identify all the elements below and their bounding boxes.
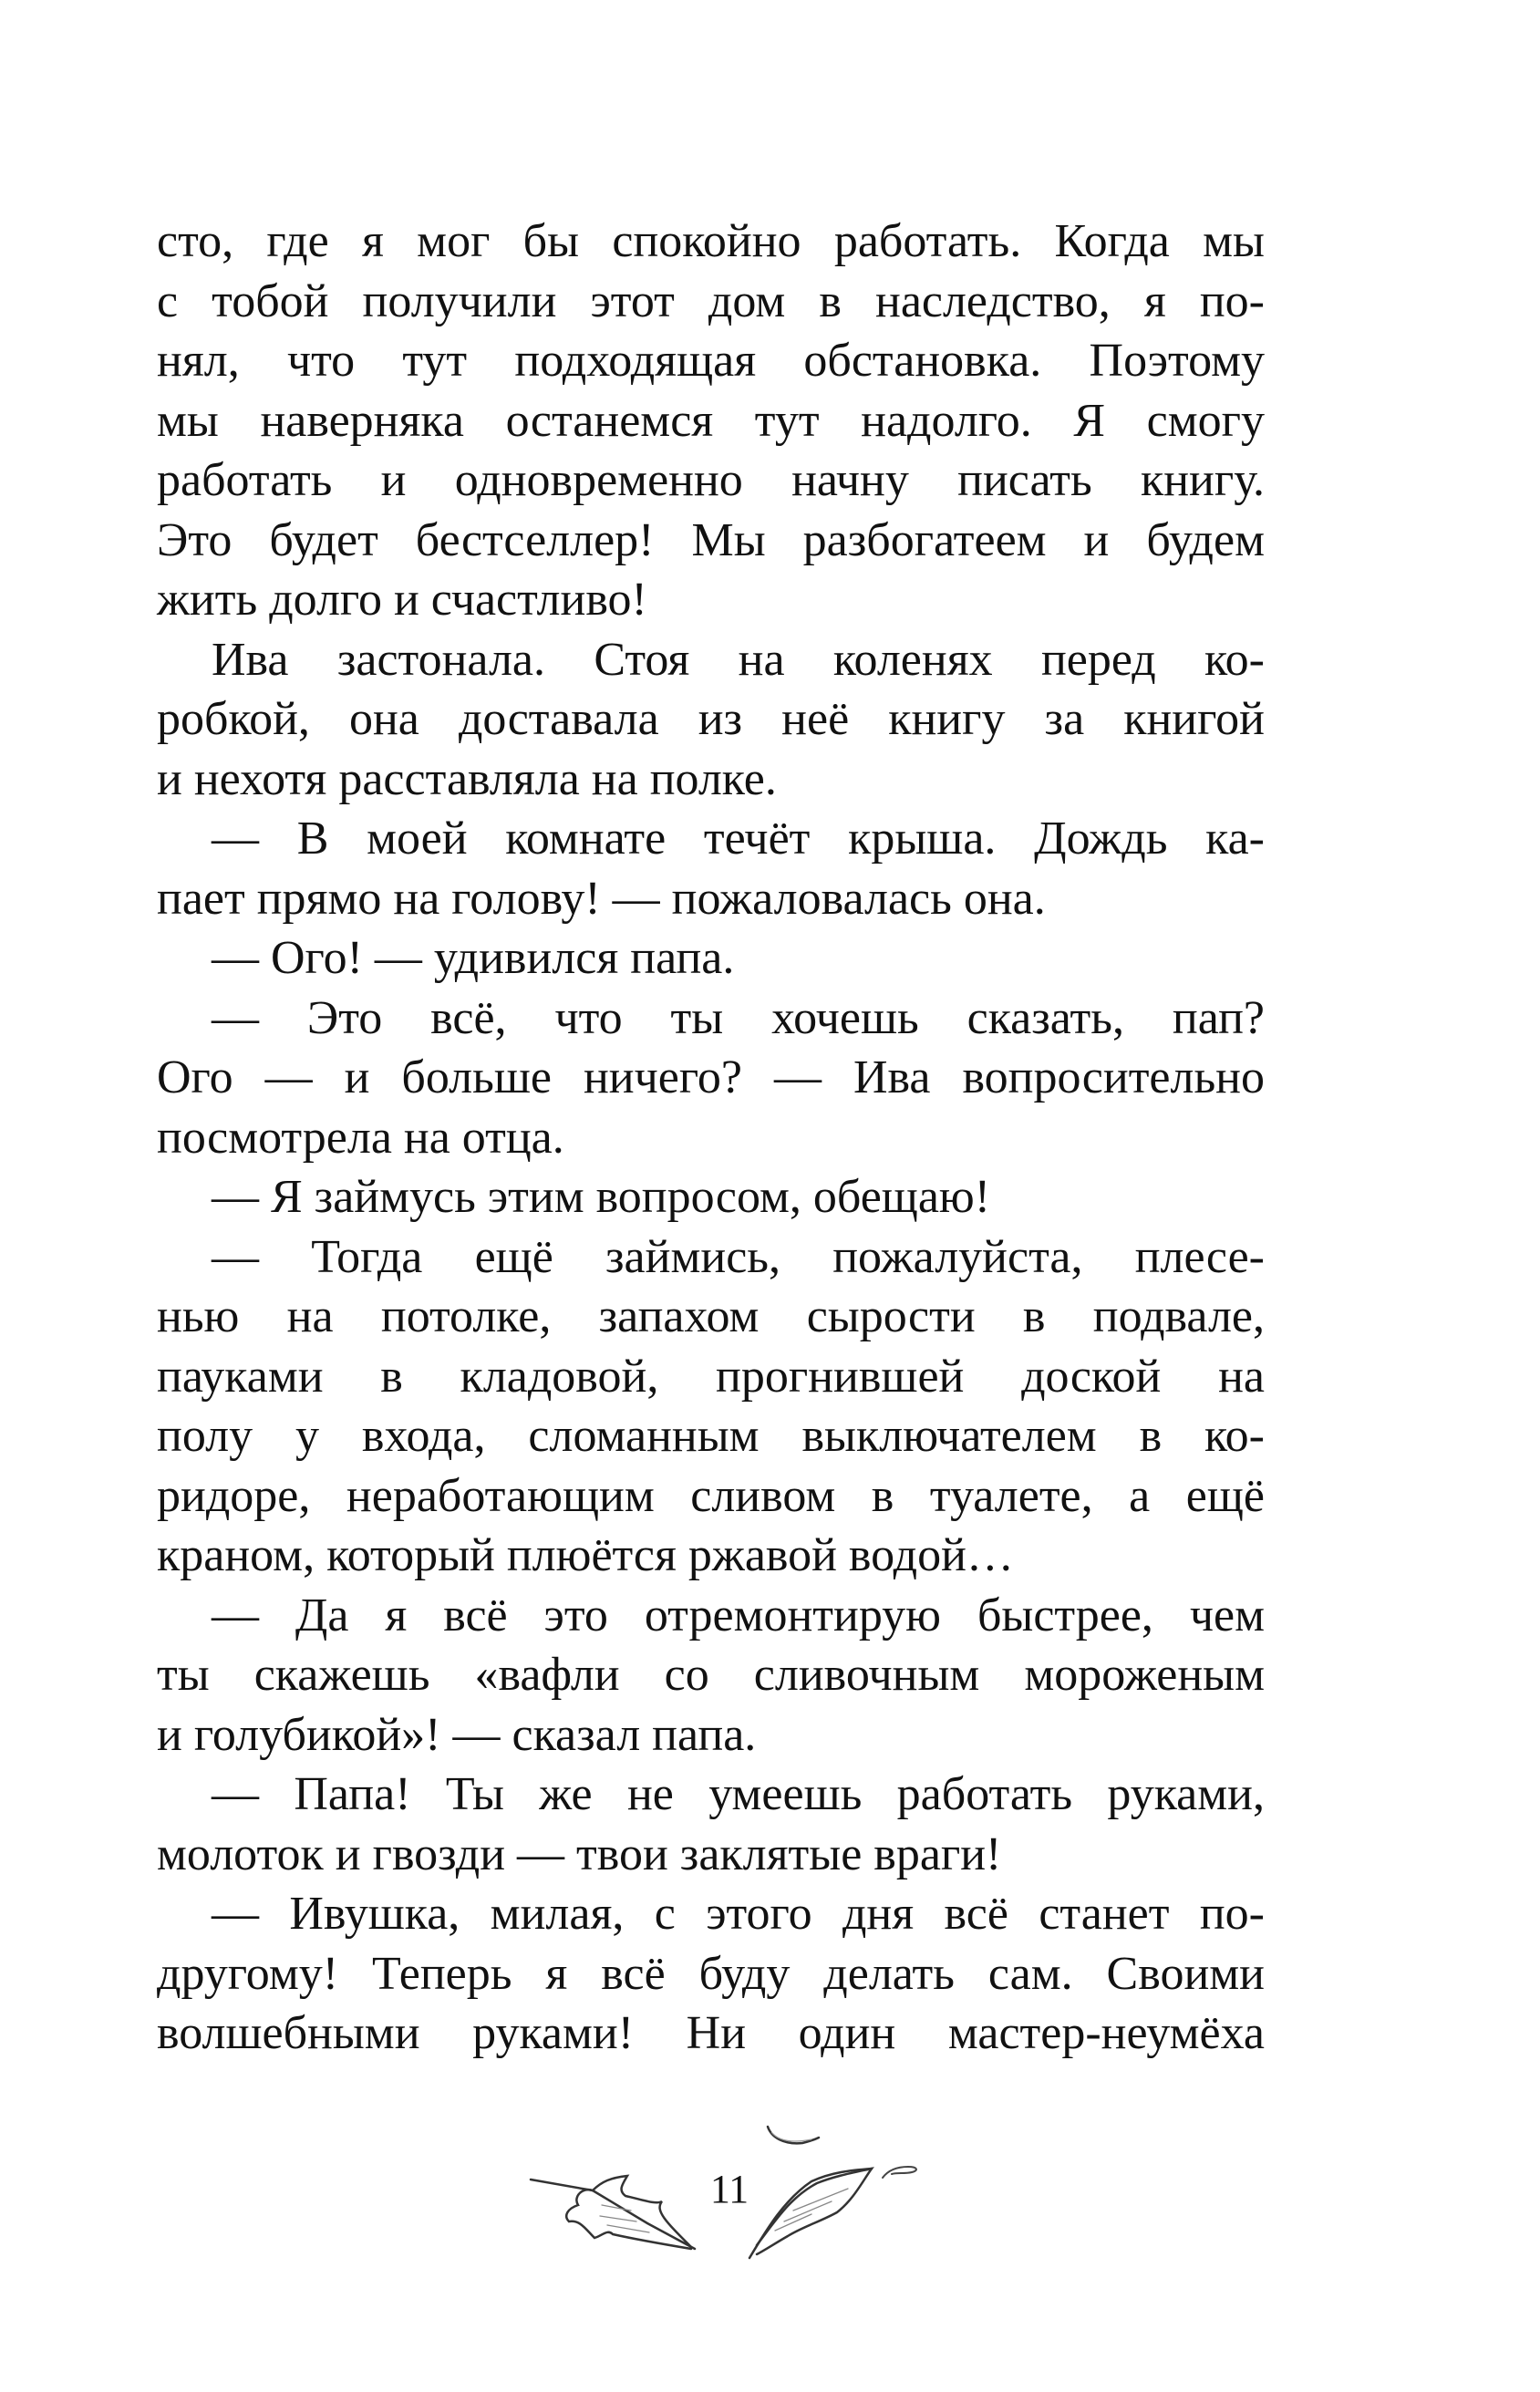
- text-line: полу у входа, сломанным выключателем в ко-: [157, 1410, 1265, 1462]
- body-text: [157, 212, 1265, 2064]
- text-line: работать и одновременно начну писать книгу.: [157, 454, 1265, 506]
- leaf-icon: [748, 2167, 875, 2258]
- page-number: 11: [709, 2167, 749, 2211]
- text-line: нью на потолке, запахом сырости в подвале,: [157, 1290, 1265, 1342]
- text-line: — Ого! — удивился папа.: [212, 932, 735, 984]
- text-line: — В моей комнате течёт крыша. Дождь ка-: [212, 813, 1265, 865]
- text-line: ты скажешь «вафли со сливочным мороженым: [157, 1649, 1265, 1701]
- text-line: пает прямо на голову! — пожаловалась она.: [157, 872, 1046, 925]
- text-line: пауками в кладовой, прогнившей доской на: [157, 1350, 1265, 1403]
- text-line: сто, где я мог бы спокойно работать. Когда мы: [157, 215, 1265, 267]
- text-line: Это будет бестселлер! Мы разбогатеем и будем: [157, 513, 1265, 566]
- text-line: другому! Теперь я всё буду делать сам. Своими: [157, 1947, 1265, 2000]
- text-line: с тобой получили этот дом в наследство, я по-: [157, 274, 1265, 327]
- text-line: — Я займусь этим вопросом, обещаю!: [212, 1171, 991, 1223]
- text-line: волшебными руками! Ни один мастер-неумёха: [157, 2007, 1265, 2059]
- text-line: ридоре, неработающим сливом в туалете, а ещё: [157, 1469, 1265, 1522]
- maple-leaf-icon: [529, 2169, 702, 2251]
- text-line: Ива застонала. Стоя на коленях перед ко-: [212, 633, 1265, 686]
- text-line: — Ивушка, милая, с этого дня всё станет по-: [212, 1888, 1265, 1940]
- text-line: — Тогда ещё займись, пожалуйста, плесе-: [212, 1230, 1265, 1283]
- text-line: мы наверняка останемся тут надолго. Я смогу: [157, 394, 1265, 447]
- text-line: — Папа! Ты же не умеешь работать руками,: [212, 1768, 1265, 1820]
- text-line: — Да я всё это отремонтирую быстрее, чем: [212, 1589, 1265, 1641]
- text-line: краном, который плюётся ржавой водой…: [157, 1529, 1014, 1581]
- text-line: и нехотя расставляла на полке.: [157, 752, 777, 805]
- text-line: — Это всё, что ты хочешь сказать, пап?: [212, 991, 1265, 1044]
- text-line: нял, что тут подходящая обстановка. Поэтому: [157, 335, 1265, 387]
- text-line: робкой, она доставала из неё книгу за книгой: [157, 693, 1265, 745]
- text-line: молоток и гвозди — твои заклятые враги!: [157, 1828, 1002, 1880]
- text-line: Ого — и больше ничего? — Ива вопросительно: [157, 1051, 1265, 1103]
- text-line: жить долго и счастливо!: [157, 574, 647, 626]
- text-line: и голубикой»! — сказал папа.: [157, 1708, 757, 1761]
- small-leaf-icon: [766, 2125, 821, 2152]
- tiny-leaf-icon: [881, 2163, 921, 2181]
- text-line: посмотрела на отца.: [157, 1111, 564, 1164]
